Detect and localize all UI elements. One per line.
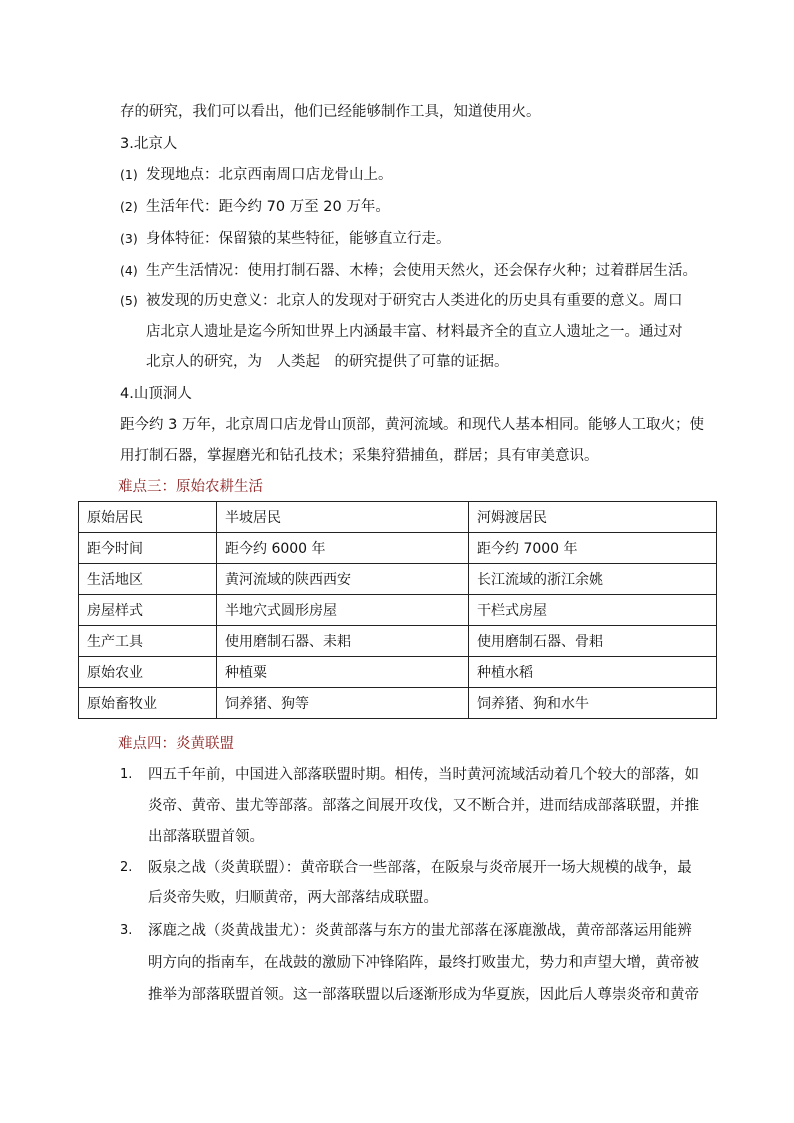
item-number: (1) (120, 167, 138, 182)
item-number: (5) (120, 293, 138, 308)
table-cell: 房屋样式 (79, 595, 217, 626)
section-3-title: 3.北京人 (120, 136, 178, 152)
table-cell: 使用磨制石器、耒耜 (217, 626, 469, 657)
table-cell: 河姆渡居民 (469, 502, 717, 533)
table-cell: 原始畜牧业 (79, 688, 217, 719)
table-row (79, 688, 717, 719)
item-continuation: 炎帝、黄帝、蚩尤等部落。部落之间展开攻伐，又不断合并，进而结成部落联盟，并推 (148, 798, 699, 814)
table-cell: 半坡居民 (217, 502, 469, 533)
item-text: 生产生活情况：使用打制石器、木棒；会使用天然火，还会保存火种；过着群居生活。 (146, 263, 697, 279)
table-row (79, 626, 717, 657)
table-cell: 种植粟 (217, 657, 469, 688)
item-number: (4) (120, 263, 138, 278)
table-row (79, 533, 717, 564)
table-cell: 饲养猪、狗和水牛 (469, 688, 717, 719)
table-cell: 距今时间 (79, 533, 217, 564)
table-cell: 距今约 7000 年 (469, 533, 717, 564)
item-continuation: 明方向的指南车，在战鼓的激励下冲锋陷阵，最终打败蚩尤，势力和声望大增，黄帝被 (148, 955, 699, 971)
table-cell: 原始农业 (79, 657, 217, 688)
item-number: (3) (120, 231, 138, 246)
item-text: 生活年代：距今约 70 万至 20 万年。 (146, 199, 390, 215)
item-continuation: 出部落联盟首领。 (148, 829, 264, 845)
table-cell: 黄河流域的陕西西安 (217, 564, 469, 595)
item-text: 发现地点：北京西南周口店龙骨山上。 (146, 167, 393, 183)
item-text: 涿鹿之战（炎黄战蚩尤）：炎黄部落与东方的蚩尤部落在涿鹿激战，黄帝部落运用能辨 (148, 923, 692, 939)
table-cell: 种植水稻 (469, 657, 717, 688)
item-text: 阪泉之战（炎黄联盟）：黄帝联合一些部落，在阪泉与炎帝展开一场大规模的战争，最 (148, 860, 692, 876)
table-cell: 生产工具 (79, 626, 217, 657)
table-cell: 距今约 6000 年 (217, 533, 469, 564)
paragraph-line: 用打制石器，掌握磨光和钻孔技术；采集狩猎捕鱼，群居；具有审美意识。 (120, 448, 599, 464)
intro-line: 存的研究，我们可以看出，他们已经能够制作工具，知道使用火。 (120, 104, 541, 120)
item-continuation: 后炎帝失败，归顺黄帝，两大部落结成联盟。 (148, 890, 438, 906)
table-row (79, 564, 717, 595)
difficulty-3-heading: 难点三：原始农耕生活 (118, 479, 263, 495)
item-continuation: 推举为部落联盟首领。这一部落联盟以后逐渐形成为华夏族，因此后人尊崇炎帝和黄帝 (148, 987, 699, 1003)
item-text: 四五千年前，中国进入部落联盟时期。相传，当时黄河流域活动着几个较大的部落，如 (148, 767, 699, 783)
item-continuation: 店北京人遗址是迄今所知世界上内涵最丰富、材料最齐全的直立人遗址之一。通过对 (146, 324, 683, 340)
table-cell: 使用磨制石器、骨耜 (469, 626, 717, 657)
paragraph-line: 距今约 3 万年，北京周口店龙骨山顶部，黄河流域。和现代人基本相同。能够人工取火；使 (120, 417, 704, 433)
comparison-table (78, 501, 717, 719)
item-text: 被发现的历史意义：北京人的发现对于研究古人类进化的历史具有重要的意义。周口 (146, 293, 683, 309)
table-cell: 半地穴式圆形房屋 (217, 595, 469, 626)
item-number: 3. (120, 923, 133, 938)
item-number: (2) (120, 199, 138, 214)
difficulty-4-heading: 难点四：炎黄联盟 (118, 736, 234, 752)
table-cell: 生活地区 (79, 564, 217, 595)
section-4-title: 4.山顶洞人 (120, 386, 192, 402)
table-row (79, 502, 717, 533)
item-number: 1. (120, 767, 133, 782)
table-cell: 饲养猪、狗等 (217, 688, 469, 719)
table-cell: 干栏式房屋 (469, 595, 717, 626)
table-cell: 原始居民 (79, 502, 217, 533)
table-cell: 长江流域的浙江余姚 (469, 564, 717, 595)
item-text: 身体特征：保留猿的某些特征，能够直立行走。 (146, 231, 451, 247)
table-row (79, 595, 717, 626)
item-continuation: 北京人的研究，为 人类起 的研究提供了可靠的证据。 (146, 354, 509, 370)
item-number: 2. (120, 860, 133, 875)
table-row (79, 657, 717, 688)
